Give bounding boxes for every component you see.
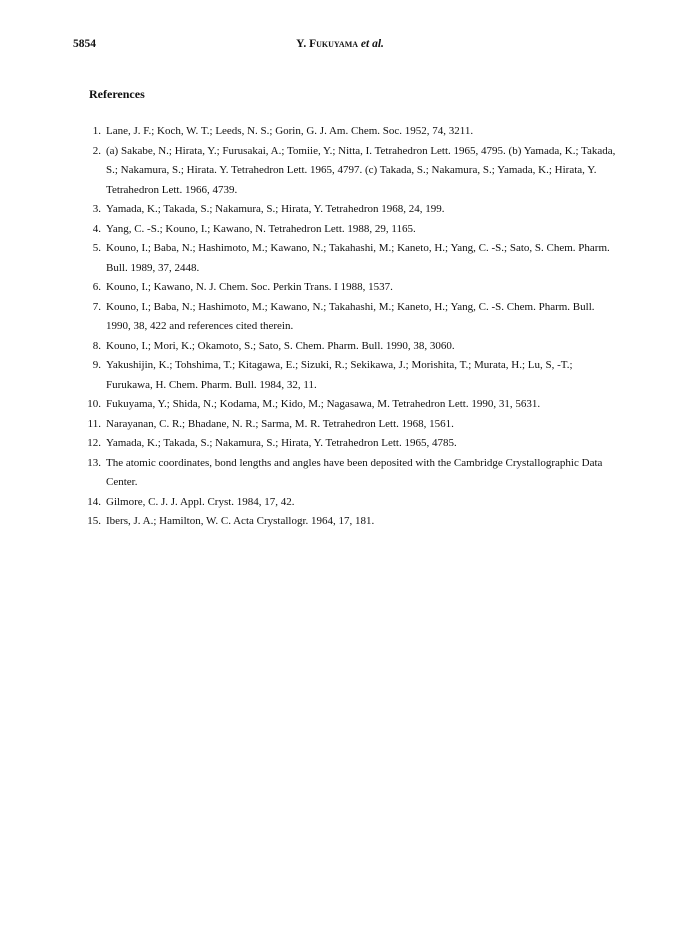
reference-item [76, 512, 621, 532]
reference-number: 4. [92, 222, 101, 235]
reference-text: Kouno, I.; Baba, N.; Hashimoto, M.; Kawano, N.; Takahashi, M.; Kaneto, H.; Yang, C. -S.; Sato, S. Chem. Pharm. Bull. 1989, 37, 2448. [106, 242, 610, 274]
reference-item [76, 142, 621, 201]
page-number: 5854 [73, 38, 96, 50]
reference-item [76, 415, 621, 435]
reference-item [76, 356, 621, 395]
reference-number: 5. [92, 242, 101, 254]
reference-text: Kouno, I.; Baba, N.; Hashimoto, M.; Kawano, N.; Takahashi, M.; Kaneto, H.; Yang, C. -S. Chem. Pharm. Bull. 1990, 38, 422 and references cited therein. [106, 300, 595, 332]
reference-number: 7. [92, 300, 101, 313]
running-head-surname: Fukuyama [309, 38, 359, 50]
reference-number: 8. [92, 339, 101, 352]
reference-text: Kouno, I.; Kawano, N. J. Chem. Soc. Perkin Trans. I 1988, 1537. [106, 281, 393, 293]
reference-text: Fukuyama, Y.; Shida, N.; Kodama, M.; Kido, M.; Nagasawa, M. Tetrahedron Lett. 1990, 31, 5631. [106, 398, 541, 410]
reference-number: 9. [92, 359, 101, 371]
running-head-et-al: et al. [360, 38, 384, 50]
reference-number: 14. [87, 495, 101, 508]
reference-text: Yamada, K.; Takada, S.; Nakamura, S.; Hirata, Y. Tetrahedron 1968, 24, 199. [106, 203, 445, 215]
reference-number: 10. [87, 398, 101, 410]
reference-text: Yamada, K.; Takada, S.; Nakamura, S.; Hirata, Y. Tetrahedron Lett. 1965, 4785. [106, 437, 457, 449]
reference-item [76, 454, 621, 493]
reference-number: 15. [87, 515, 101, 527]
reference-text: The atomic coordinates, bond lengths and angles have been deposited with the Cambridge Crystallographic Data Center. [106, 456, 603, 488]
reference-item [76, 239, 621, 278]
reference-item [76, 337, 621, 357]
section-title: References [89, 87, 145, 101]
reference-item [76, 434, 621, 454]
reference-number: 6. [92, 281, 101, 293]
reference-number: 1. [92, 125, 101, 137]
reference-item [76, 122, 621, 142]
reference-text: Yang, C. -S.; Kouno, I.; Kawano, N. Tetrahedron Lett. 1988, 29, 1165. [106, 222, 416, 235]
reference-text: Lane, J. F.; Koch, W. T.; Leeds, N. S.; Gorin, G. J. Am. Chem. Soc. 1952, 74, 3211. [106, 125, 474, 137]
reference-text: (a) Sakabe, N.; Hirata, Y.; Furusakai, A.; Tomiie, Y.; Nitta, I. Tetrahedron Lett. 1965, 4795. (b) Yamada, K.; Takada, S.; Nakamura, S.; Hirata. Y. Tetrahedron Lett. 1965, 4797. (c) Takada, S.; Nakamura, S.; Yamada, K.; Hirata, Y. Tetrahedron Lett. 1966, 4739. [106, 144, 616, 196]
reference-item [76, 298, 621, 337]
reference-text: Ibers, J. A.; Hamilton, W. C. Acta Crystallogr. 1964, 17, 181. [106, 515, 375, 527]
reference-number: 11. [87, 417, 101, 430]
reference-number: 2. [92, 144, 101, 157]
reference-item [76, 278, 621, 298]
reference-number: 3. [92, 203, 101, 215]
running-head [0, 38, 680, 50]
reference-text: Kouno, I.; Mori, K.; Okamoto, S.; Sato, S. Chem. Pharm. Bull. 1990, 38, 3060. [106, 339, 455, 352]
running-head-initial: Y. [296, 38, 307, 50]
reference-number: 12. [87, 437, 101, 449]
reference-item [76, 395, 621, 415]
reference-item [76, 220, 621, 240]
reference-item [76, 200, 621, 220]
reference-text: Narayanan, C. R.; Bhadane, N. R.; Sarma, M. R. Tetrahedron Lett. 1968, 1561. [106, 417, 454, 430]
reference-text: Yakushijin, K.; Tohshima, T.; Kitagawa, E.; Sizuki, R.; Sekikawa, J.; Morishita, T.; Murata, H.; Lu, S, -T.; Furukawa, H. Chem. Pharm. Bull. 1984, 32, 11. [106, 359, 573, 391]
reference-text: Gilmore, C. J. J. Appl. Cryst. 1984, 17, 42. [106, 495, 295, 508]
reference-number: 13. [87, 456, 101, 469]
reference-item [76, 493, 621, 513]
reference-list [76, 122, 621, 532]
